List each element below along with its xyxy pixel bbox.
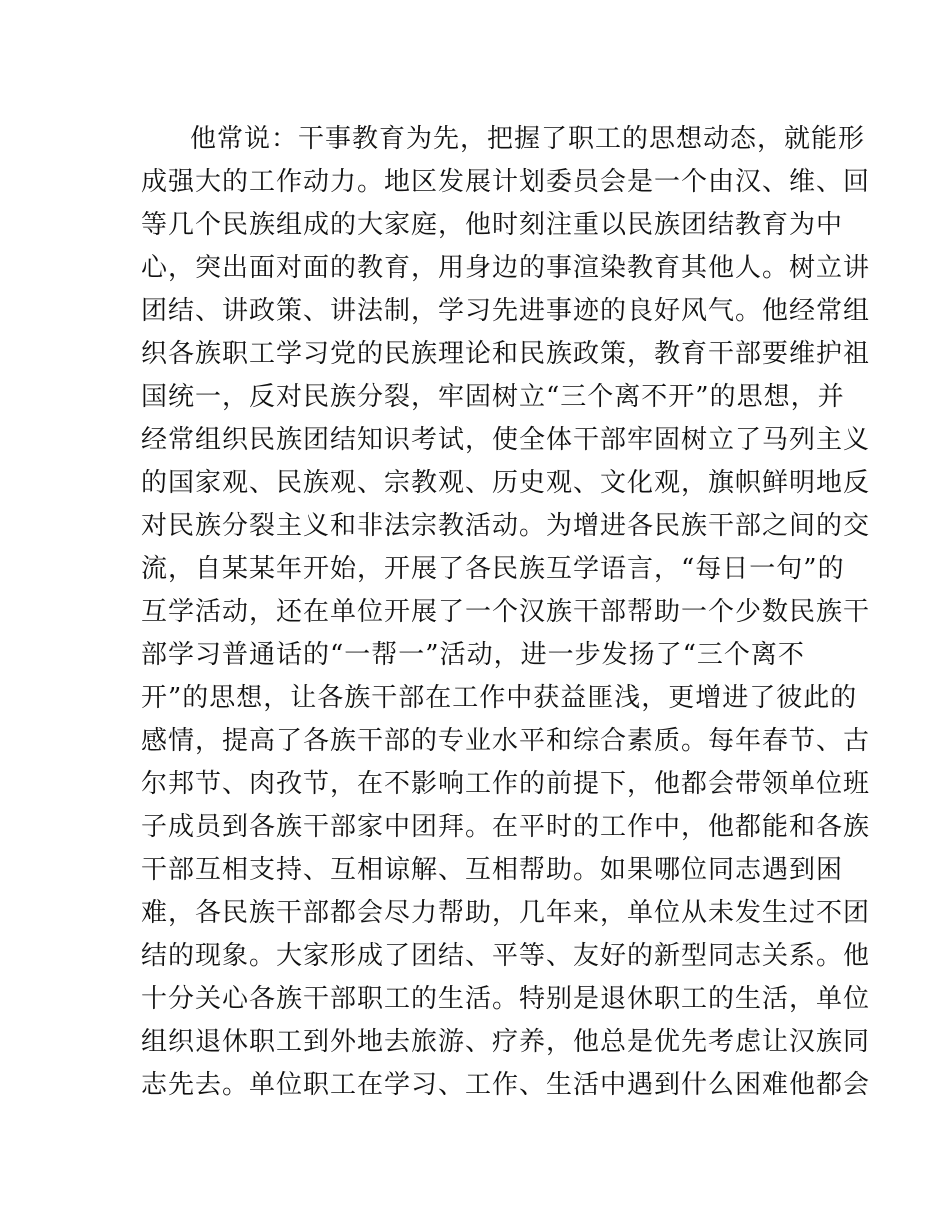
text-line: 心，突出面对面的教育，用身边的事渲染教育其他人。树立讲: [141, 253, 871, 283]
text-line: 经常组织民族团结知识考试，使全体干部牢固树立了马列主义: [141, 425, 871, 455]
text-line: 国统一，反对民族分裂，牢固树立“三个离不开”的思想，并: [141, 382, 845, 412]
text-line: 成强大的工作动力。地区发展计划委员会是一个由汉、维、回: [141, 167, 871, 197]
text-line: 志先去。单位职工在学习、工作、生活中遇到什么困难他都会: [141, 1070, 871, 1100]
text-line: 结的现象。大家形成了团结、平等、友好的新型同志关系。他: [141, 941, 871, 971]
text-line: 部学习普通话的“一帮一”活动，进一步发扬了“三个离不: [141, 640, 805, 670]
text-line: 难，各民族干部都会尽力帮助，几年来，单位从未发生过不团: [141, 898, 871, 928]
text-line: 组织退休职工到外地去旅游、疗养，他总是优先考虑让汉族同: [141, 1027, 871, 1057]
text-line: 开”的思想，让各族干部在工作中获益匪浅，更增进了彼此的: [141, 683, 858, 713]
text-line: 对民族分裂主义和非法宗教活动。为增进各民族干部之间的交: [141, 511, 871, 541]
text-line: 干部互相支持、互相谅解、互相帮助。如果哪位同志遇到困: [141, 855, 844, 885]
text-line: 等几个民族组成的大家庭，他时刻注重以民族团结教育为中: [141, 210, 844, 240]
text-line: 感情，提高了各族干部的专业水平和综合素质。每年春节、古: [141, 726, 871, 756]
text-line: 十分关心各族干部职工的生活。特别是退休职工的生活，单位: [141, 984, 871, 1014]
text-line: 的国家观、民族观、宗教观、历史观、文化观，旗帜鲜明地反: [141, 468, 871, 498]
text-line: 他常说：干事教育为先，把握了职工的思想动态，就能形: [190, 124, 866, 154]
text-line: 子成员到各族干部家中团拜。在平时的工作中，他都能和各族: [141, 812, 871, 842]
text-line: 团结、讲政策、讲法制，学习先进事迹的良好风气。他经常组: [141, 296, 871, 326]
text-line: 尔邦节、肉孜节，在不影响工作的前提下，他都会带领单位班: [141, 769, 871, 799]
text-line: 互学活动，还在单位开展了一个汉族干部帮助一个少数民族干: [141, 597, 871, 627]
text-line: 织各族职工学习党的民族理论和民族政策，教育干部要维护祖: [141, 339, 871, 369]
text-line: 流，自某某年开始，开展了各民族互学语言，“每日一句”的: [141, 554, 845, 584]
